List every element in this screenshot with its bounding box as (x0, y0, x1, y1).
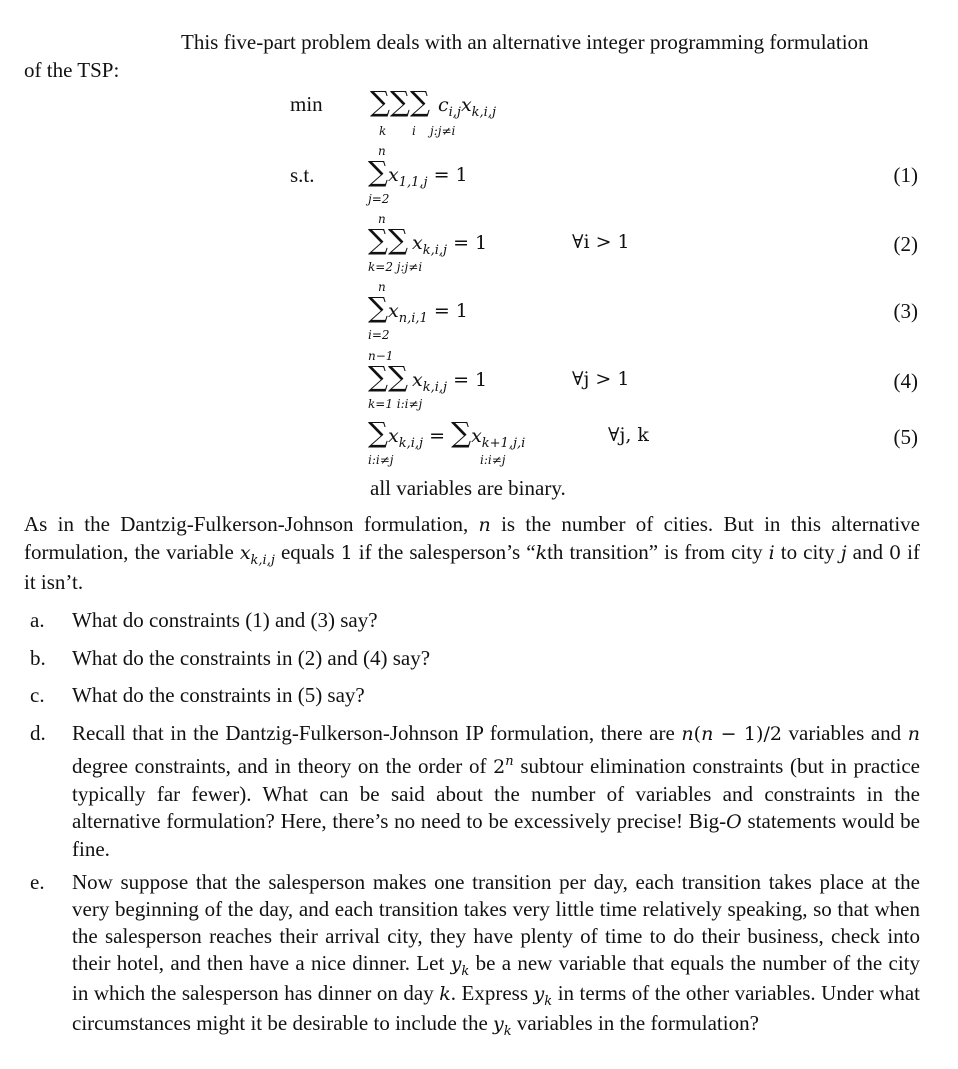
qualifier-4: ∀j > 1 (572, 368, 630, 390)
st-label: s.t. (290, 163, 315, 187)
objective: ∑∑∑ $c_{i,j}x_{k,i,j}$ k i j:j≠i (370, 85, 497, 138)
constraint-2: n ∑∑ $x_{k,i,j} = 1$ k=2 j:j≠i (368, 212, 488, 274)
question-letter: b. (30, 646, 46, 670)
eq-number-1: (1) (893, 163, 918, 187)
question-text: Recall that in the Dantzig-Fulkerson-Johnson IP formulation, there are n(n − 1)/2 variables and n degree constraints, and in theory on the order of 2$^n$ subtour elimination constraints (but in practice typically far fewer). What can be said about the number of variables and constraints in the alternative formulation? Here, there’s no need to be excessively precise! Big-O statements would be fine. (72, 721, 920, 861)
question-letter: c. (30, 683, 45, 707)
constraint-4: n−1 ∑∑ $x_{k,i,j} = 1$ k=1 i:i≠j (368, 349, 488, 411)
question-b (24, 645, 920, 672)
binary-note: all variables are binary. (370, 476, 566, 500)
question-e (24, 869, 920, 1040)
question-text: What do the constraints in (2) and (4) say? (72, 646, 431, 670)
intro-line-1: This five-part problem deals with an alternative integer programming formulation (181, 30, 869, 54)
question-c (24, 682, 920, 709)
constraint-1: n $\sum x_{1,1,j} = 1$ j=2 (368, 144, 468, 206)
question-text: Now suppose that the salesperson makes one transition per day, each transition takes place at the very beginning of the day, and each transition takes very little time relatively speaking, so that when the salesperson reaches their arrival city, they have plenty of time to do their business, check into their hotel, and then have a nice dinner. Let $y_k$ be a new variable that equals the number of the city in which the salesperson has dinner on day k. Express $y_k$ in terms of the other variables. Under what circumstances might it be desirable to include the $y_k$ variables in the formulation? (72, 870, 920, 1039)
intro-text (24, 28, 920, 84)
min-label: min (290, 92, 323, 116)
question-a (24, 607, 920, 634)
eq-number-3: (3) (893, 299, 918, 323)
qualifier-2: ∀i > 1 (572, 231, 630, 253)
constraint-5: $\sum x_{k,i,j} = \sum x_{k+1,j,i}$ i:i≠j i:i≠j (368, 416, 526, 467)
description-paragraph: As in the Dantzig-Fulkerson-Johnson formulation, n is the number of cities. But in this alternative formulation, the variable $x_{k,i,j}$ equals 1 if the salesperson’s “kth transition” is from city i to city j and 0 if it isn’t. (24, 512, 920, 594)
constraint-3: n $\sum x_{n,i,1} = 1$ i=2 (368, 280, 468, 342)
qualifier-5: ∀j, k (608, 424, 649, 446)
question-text: What do constraints (1) and (3) say? (72, 608, 378, 632)
question-d (24, 720, 920, 863)
eq-number-5: (5) (893, 425, 918, 449)
intro-line-2: of the TSP: (24, 58, 120, 82)
question-letter: a. (30, 608, 45, 632)
question-text: What do the constraints in (5) say? (72, 683, 365, 707)
question-letter: e. (30, 870, 45, 894)
question-letter: d. (30, 721, 46, 745)
eq-number-2: (2) (893, 232, 918, 256)
eq-number-4: (4) (893, 369, 918, 393)
